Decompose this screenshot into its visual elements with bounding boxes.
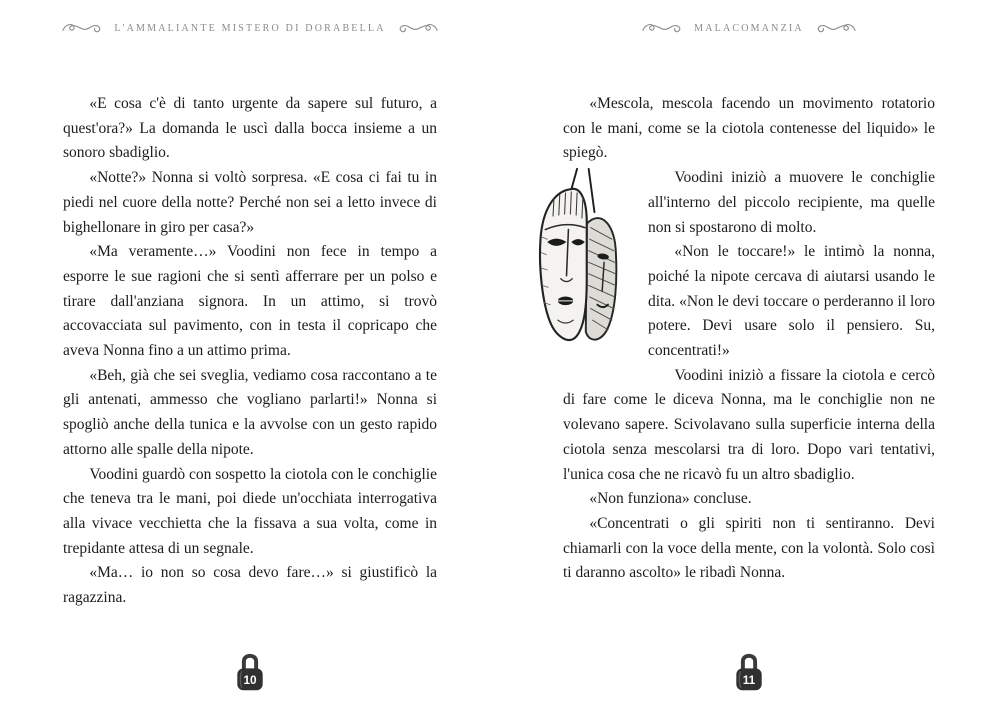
left-header-title: L'AMMALIANTE MISTERO DI DORABELLA [114, 23, 386, 34]
page-left [63, 0, 437, 716]
left-running-header [63, 21, 437, 36]
paragraph: «E cosa c'è di tanto urgente da sapere sul futuro, a quest'ora?» La domanda le uscì dalla bocca insieme a un sonoro sbadiglio. [63, 95, 437, 162]
page-number: 10 [243, 673, 257, 688]
mask-drawing-icon [527, 166, 633, 374]
paragraph: «Concentrati o gli spiriti non ti sentiranno. Devi chiamarli con la voce della mente, con la volontà. Solo così ti daranno ascolto» le ribadì Nonna. [563, 514, 935, 582]
page-number-lock [732, 648, 767, 699]
right-header-title: MALACOMANZIA [694, 23, 804, 34]
flourish-icon [816, 22, 856, 35]
hanging-masks-illustration [543, 166, 633, 388]
paragraph: «Ma veramente…» Voodini non fece in tempo a esporre le sue ragioni che si sentì afferrare per un polso e tirare dall'anziana signora. In un attimo, si trovò accovacciata sul pavimento, con in testa il copricapo che aveva Nonna fino a un attimo prima. [63, 243, 437, 360]
paragraph: Voodini iniziò a muovere le conchiglie all'interno del piccolo recipiente, ma quelle non si spostarono di molto. [648, 169, 935, 236]
paragraph: «Beh, già che sei sveglia, vediamo cosa raccontano a te gli antenati, ammesso che vogliano parlarti!» Nonna si spogliò anche della tunica e la avvolse con un gesto rapido attorno alle spalle della nipote. [63, 366, 437, 458]
right-running-header [563, 21, 935, 36]
paragraph: «Ma… io non so cosa devo fare…» si giustificò la ragazzina. [63, 564, 437, 607]
paragraph: «Non funziona» concluse. [589, 490, 752, 508]
paragraph: «Mescola, mescola facendo un movimento rotatorio con le mani, come se la ciotola contenesse del liquido» le spiegò. [563, 95, 935, 162]
paragraph: Voodini guardò con sospetto la ciotola con le conchiglie che teneva tra le mani, poi diede un'occhiata interrogativa alla vivace vecchietta che la fissava a sua volta, come in trepidante attesa di un segnale. [63, 465, 437, 557]
paragraph: «Non le toccare!» le intimò la nonna, poiché la nipote cercava di aiutarsi usando le dita. «Non le devi toccare o perderanno il loro potere. Devi usare solo il pensiero. Su, concentrati!» [648, 243, 935, 360]
page-right [563, 0, 935, 716]
paragraph: Voodini iniziò a fissare la ciotola e cercò di fare come le diceva Nonna, ma le conchiglie non ne volevano sapere. Scivolavano sulla superficie interna della ciotola senza mescolarsi tra di loro. Dopo vari tentativi, l'unica cosa che ne ricavò fu un altro sbadiglio. [563, 366, 935, 483]
page-number-lock [233, 648, 268, 699]
padlock-icon [732, 648, 767, 694]
left-page-text [63, 92, 437, 611]
padlock-icon [233, 648, 268, 694]
right-page-text [563, 92, 935, 586]
flourish-icon [62, 22, 102, 35]
page-number: 11 [742, 673, 756, 688]
flourish-icon [398, 22, 438, 35]
flourish-icon [642, 22, 682, 35]
paragraph: «Notte?» Nonna si voltò sorpresa. «E cosa ci fai tu in piedi nel cuore della notte? Perché non sei a letto invece di bighellonare in giro per casa?» [63, 169, 437, 236]
